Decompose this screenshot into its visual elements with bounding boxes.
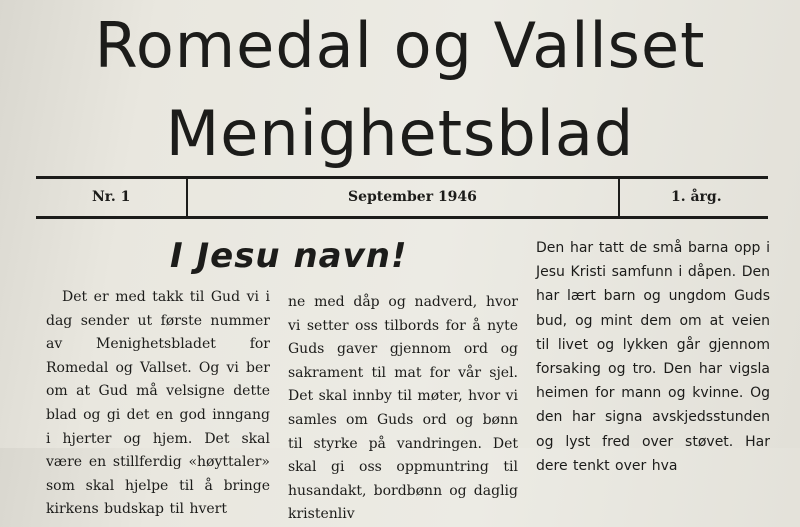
info-bar-divider-left [186,179,188,216]
info-bar-top-rule [36,176,768,179]
info-bar-divider-right [618,179,620,216]
issue-number: Nr. 1 [92,189,131,205]
article-column-3: Den har tatt de små barna opp i Jesu Kristi samfunn i dåpen. Den har lært barn og ungdom Guds bud, og mint dem om at veien til livet og lykken går gjennom forsaking og tro. Den har vigsla heimen for mann og kvinne. Og den har signa avskjedsstunden og lyst fred over støvet. Har dere tenkt over hva [536,240,770,474]
info-bar-bottom-rule [36,216,768,219]
volume-year: 1. årg. [671,189,722,205]
masthead-title-line-1: Romedal og Vallset [94,9,706,82]
issue-date: September 1946 [348,189,477,205]
article-column-1: Det er med takk til Gud vi i dag sender ut første nummer av Menighetsbladet for Romedal og Vallset. Og vi ber om at Gud må velsigne dette blad og gi det en god inngang i hjerter og hjem. Det skal være en stillferdig «høyttaler» som skal hjelpe til å bringe kirkens budskap til hvert [46,289,270,518]
article-column-2: ne med dåp og nadverd, hvor vi setter oss tilbords for å nyte Guds gaver gjennom ord og sakrament til mat for vår sjel. Det skal innby til møter, hvor vi samles om Guds ord og bønn til styrke på vandringen. Det skal gi oss oppmuntring til husandakt, bordbønn og daglig kristenliv [288,294,518,523]
masthead-title-line-2: Menighetsblad [165,97,635,170]
article-heading: I Jesu navn! [170,236,408,276]
